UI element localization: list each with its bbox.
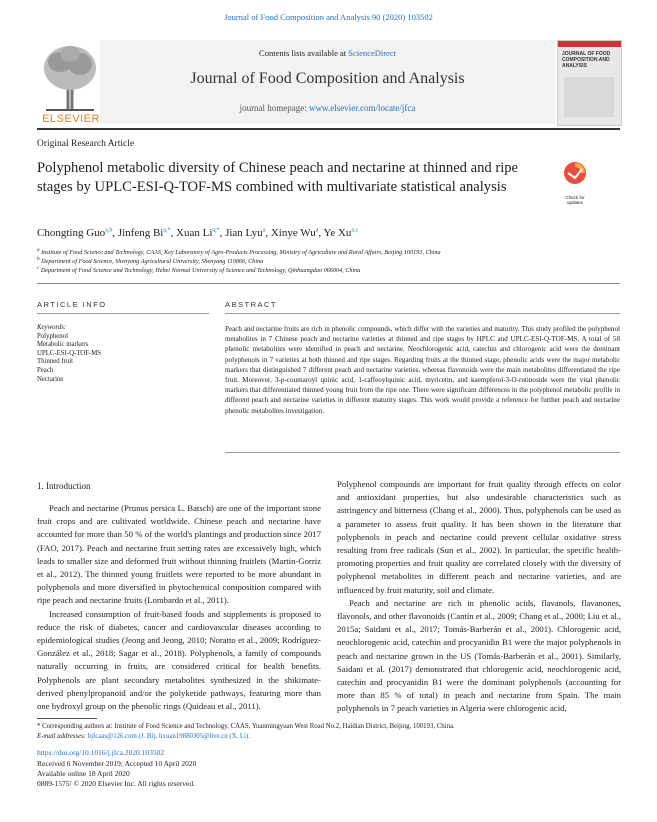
email-addresses: [37, 732, 250, 741]
badge-line2: updates: [566, 200, 583, 205]
cover-band: [558, 41, 621, 47]
author[interactable]: Chongting Guo$^{a,b}$: [37, 227, 113, 239]
paragraph: Peach and nectarine are rich in phenolic acids, flavanols, flavanones, flavonols, and other flavonoids (Cantín et al., 2009; Chang et al., 2000; Liu et al., 2015a; Saidani et al., 2017; Tomás-Barberán et al., 2001). Chlorogenic acid, neochlorogenic acid, catechin and procyanidin B1 were the major polyphenols in peach and nectarine grown in the US (Tomás-Barberán et al., 2001). Similarly, Saidani et al. (2017) demonstrated that chlorogenic acid, neochlorogenic acid, catechin and procyanidin B1 were the dominant polyphenols (accounting for more than 85 % of total) in peach and nectarine from Spain. The main polyphenols in 7 peach varieties in Algeria were chlorogenic acid,: [337, 597, 621, 714]
article-info-heading: ARTICLE INFO: [37, 300, 107, 309]
homepage-link[interactable]: www.elsevier.com/locate/jfca: [309, 103, 416, 113]
update-check-icon: [555, 160, 595, 190]
author-list: Chongting Guo$^{a,b}$, Jinfeng $Bi^{a,*}$, Xuan $Li^{a,*}$, Jian Lyu$^a$, Xinye Wu$^a$, Ye Xu$^{a,c}$: [37, 227, 359, 239]
journal-reference[interactable]: Journal of Food Composition and Analysis 90 (2020) 103502: [224, 12, 433, 22]
keyword: Metabolic markers: [37, 341, 89, 349]
affiliation: $^c$ Department of Food Science and Technology, Hebei Normal University of Science and Technology, Qinhuangdao 066004, China: [37, 265, 361, 275]
affiliation: $^a$ Institute of Food Science and Technology, CAAS, Key Laboratory of Agro-Products Processing, Ministry of Agriculture and Rural Affairs, Beijing 100193, China: [37, 247, 441, 257]
abstract-end-rule: [225, 452, 620, 453]
corresponding-author-note: * Corresponding authors at: Institute of Food Science and Technology, CAAS, Yuanmingyuan West Road No.2, Haidian District, Beijing, 100193, China.: [37, 723, 455, 730]
article-info-rule: [37, 313, 209, 314]
sciencedirect-link[interactable]: ScienceDirect: [348, 48, 396, 58]
keyword: Polyphenol: [37, 332, 68, 340]
keyword: Thinned fruit: [37, 358, 74, 366]
badge-text: [555, 195, 595, 205]
paragraph: Increased consumption of fruit-based foods and supplements is proposed to reduce the risk of diabetes, cancer and cardiovascular diseases according to epidemiological studies (Jeong and Jeong, 2010; Noratto et al., 2009; Rodríguez-González et al., 2018; Sagar et al., 2018). Polyphenols, a family of compounds naturally occurring in fruits, are considered critical for health benefits. Polyphenols are plant secondary metabolites synthesized in the shikimate-derived phenylpropanoid and/or the polyketide pathways, featuring more than one hydroxyl group on the phenolic rings (Quideau et al., 2011).: [37, 608, 321, 712]
keywords-label: Keywords:: [37, 324, 67, 331]
abstract-heading: ABSTRACT: [225, 300, 278, 309]
journal-title: Journal of Food Composition and Analysis: [190, 70, 465, 87]
keywords-block: [37, 324, 101, 384]
author[interactable]: Xuan $Li^{a,*}$: [176, 227, 220, 239]
received-dates: Received 6 November 2019; Accepted 10 April 2020: [37, 759, 197, 768]
keyword: Peach: [37, 366, 54, 374]
abstract-rule: [225, 313, 620, 314]
left-column: [37, 502, 321, 713]
paragraph: Peach and nectarine (Prunus persica L. Batsch) are one of the important stone fruit crops and are cultivated worldwide. Chinese peach and nectarine have accounted for more than 50 % of the world's plantings and production since 2017 (FAO, 2017). Peach and nectarine fruit setting rates are excessively high, which leads to smaller size and deformed fruit without thinning fruitlets (Martin-Gorriz et al., 2012). The thinned young fruitlets were reported to be more abundant in polyphenols and more diversified in phytochemical composition compared with ripe peach and nectarine fruits (Lombardo et al., 2011).: [37, 503, 321, 606]
keyword: Nectarine: [37, 375, 64, 383]
keyword: UPLC-ESI-Q-TOF-MS: [37, 349, 102, 357]
journal-cover-thumbnail: [557, 40, 622, 126]
footnote-rule: [37, 718, 97, 719]
article-type: Original Research Article: [37, 139, 135, 149]
intro-heading: 1. Introduction: [37, 481, 91, 491]
journal-homepage: [100, 103, 555, 113]
check-for-updates-badge[interactable]: [555, 160, 595, 205]
cover-image: [564, 77, 614, 117]
doi-link[interactable]: https://doi.org/10.1016/j.jfca.2020.103502: [37, 748, 165, 757]
email-links[interactable]: bjfcaas@126.com (J. Bi), lixuan19880305@live.cn (X. Li).: [87, 733, 250, 740]
contents-prefix: Contents lists available at: [259, 48, 349, 58]
elsevier-tree-logo: [38, 40, 102, 124]
header-rule: [37, 128, 620, 130]
email-label: E-mail addresses:: [37, 733, 88, 740]
paragraph: Polyphenol compounds are important for fruit quality through effects on color and antioxidant properties, but also undesirable characteristics such as astringency and bitterness (Chang et al., 2000). Thus, polyphenols can be used as a parameter to assess fruit quality. It has been shown in the literature that polyphenols in peach and nectarine could prevent cellular oxidative stress resulting from free radicals (Sun et al., 2002). In particular, the specific health-promoting properties and fruit quality are correlated closely with the diversity of polyphenol metabolites in different peach and nectarine varieties, and are influenced by fruit maturity, soil and climate.: [337, 479, 621, 595]
copyright: 0889-1575/ © 2020 Elsevier Inc. All rights reserved.: [37, 779, 195, 788]
contents-line: [100, 48, 555, 58]
author[interactable]: Jinfeng $Bi^{a,*}$: [117, 227, 171, 239]
article-title: Polyphenol metabolic diversity of Chinese peach and nectarine at thinned and ripe stages by UPLC-ESI-Q-TOF-MS combined with multivariate statistical analysis: [37, 160, 519, 195]
available-online: Available online 18 April 2020: [37, 769, 130, 778]
homepage-prefix: journal homepage:: [239, 103, 310, 113]
right-column: [337, 478, 621, 716]
publisher-name: ELSEVIER: [42, 113, 100, 125]
author[interactable]: Ye Xu$^{a,c}$: [323, 227, 359, 239]
badge-line1: Check for: [565, 195, 585, 200]
author[interactable]: Xinye Wu$^a$: [270, 227, 319, 239]
section-rule: [37, 283, 620, 284]
affiliation: $^b$ Department of Food Science, Shenyang Agricultural University, Shenyang 110866, China: [37, 256, 264, 266]
author[interactable]: Jian Lyu$^a$: [225, 227, 266, 239]
abstract-text: Peach and nectarine fruits are rich in phenolic compounds, which differ with the varieties and maturity. This study profiled the polyphenol metabolites in 7 Chinese peach and nectarine varieties at thinned and ripe stages by HPLC and UPLC-ESI-Q-TOF-MS. A total of 58 phenolic metabolites were identified in peach and nectarine. Neochlorogenic acid, catechin and chlorogenic acid were the dominant polyphenols in 7 varieties at both thinned and ripe stages. Regarding fruits at the thinned stage, phenolic acids were the major metabolic markers that distinguished 7 different peach and nectarine varieties, whereas flavonoids were the main metabolites differentiated the ripe fruit. Moreover, 3-p-coumaroyl quinic acid, 1-caffeoylquinic acid, myricetin, and kaempferol-3-O-rutinoside were the vital phenolic markers that differentiated thinned young fruit from the ripe one. There were significant differences in the polyphenol metabolic profile in different peach and nectarine varieties in different maturity stages. This work would provide a reference for further peach and nectarine phenolic metabolites investigation.: [225, 325, 620, 415]
cover-title: JOURNAL OF FOOD COMPOSITION AND ANALYSIS: [562, 51, 611, 69]
